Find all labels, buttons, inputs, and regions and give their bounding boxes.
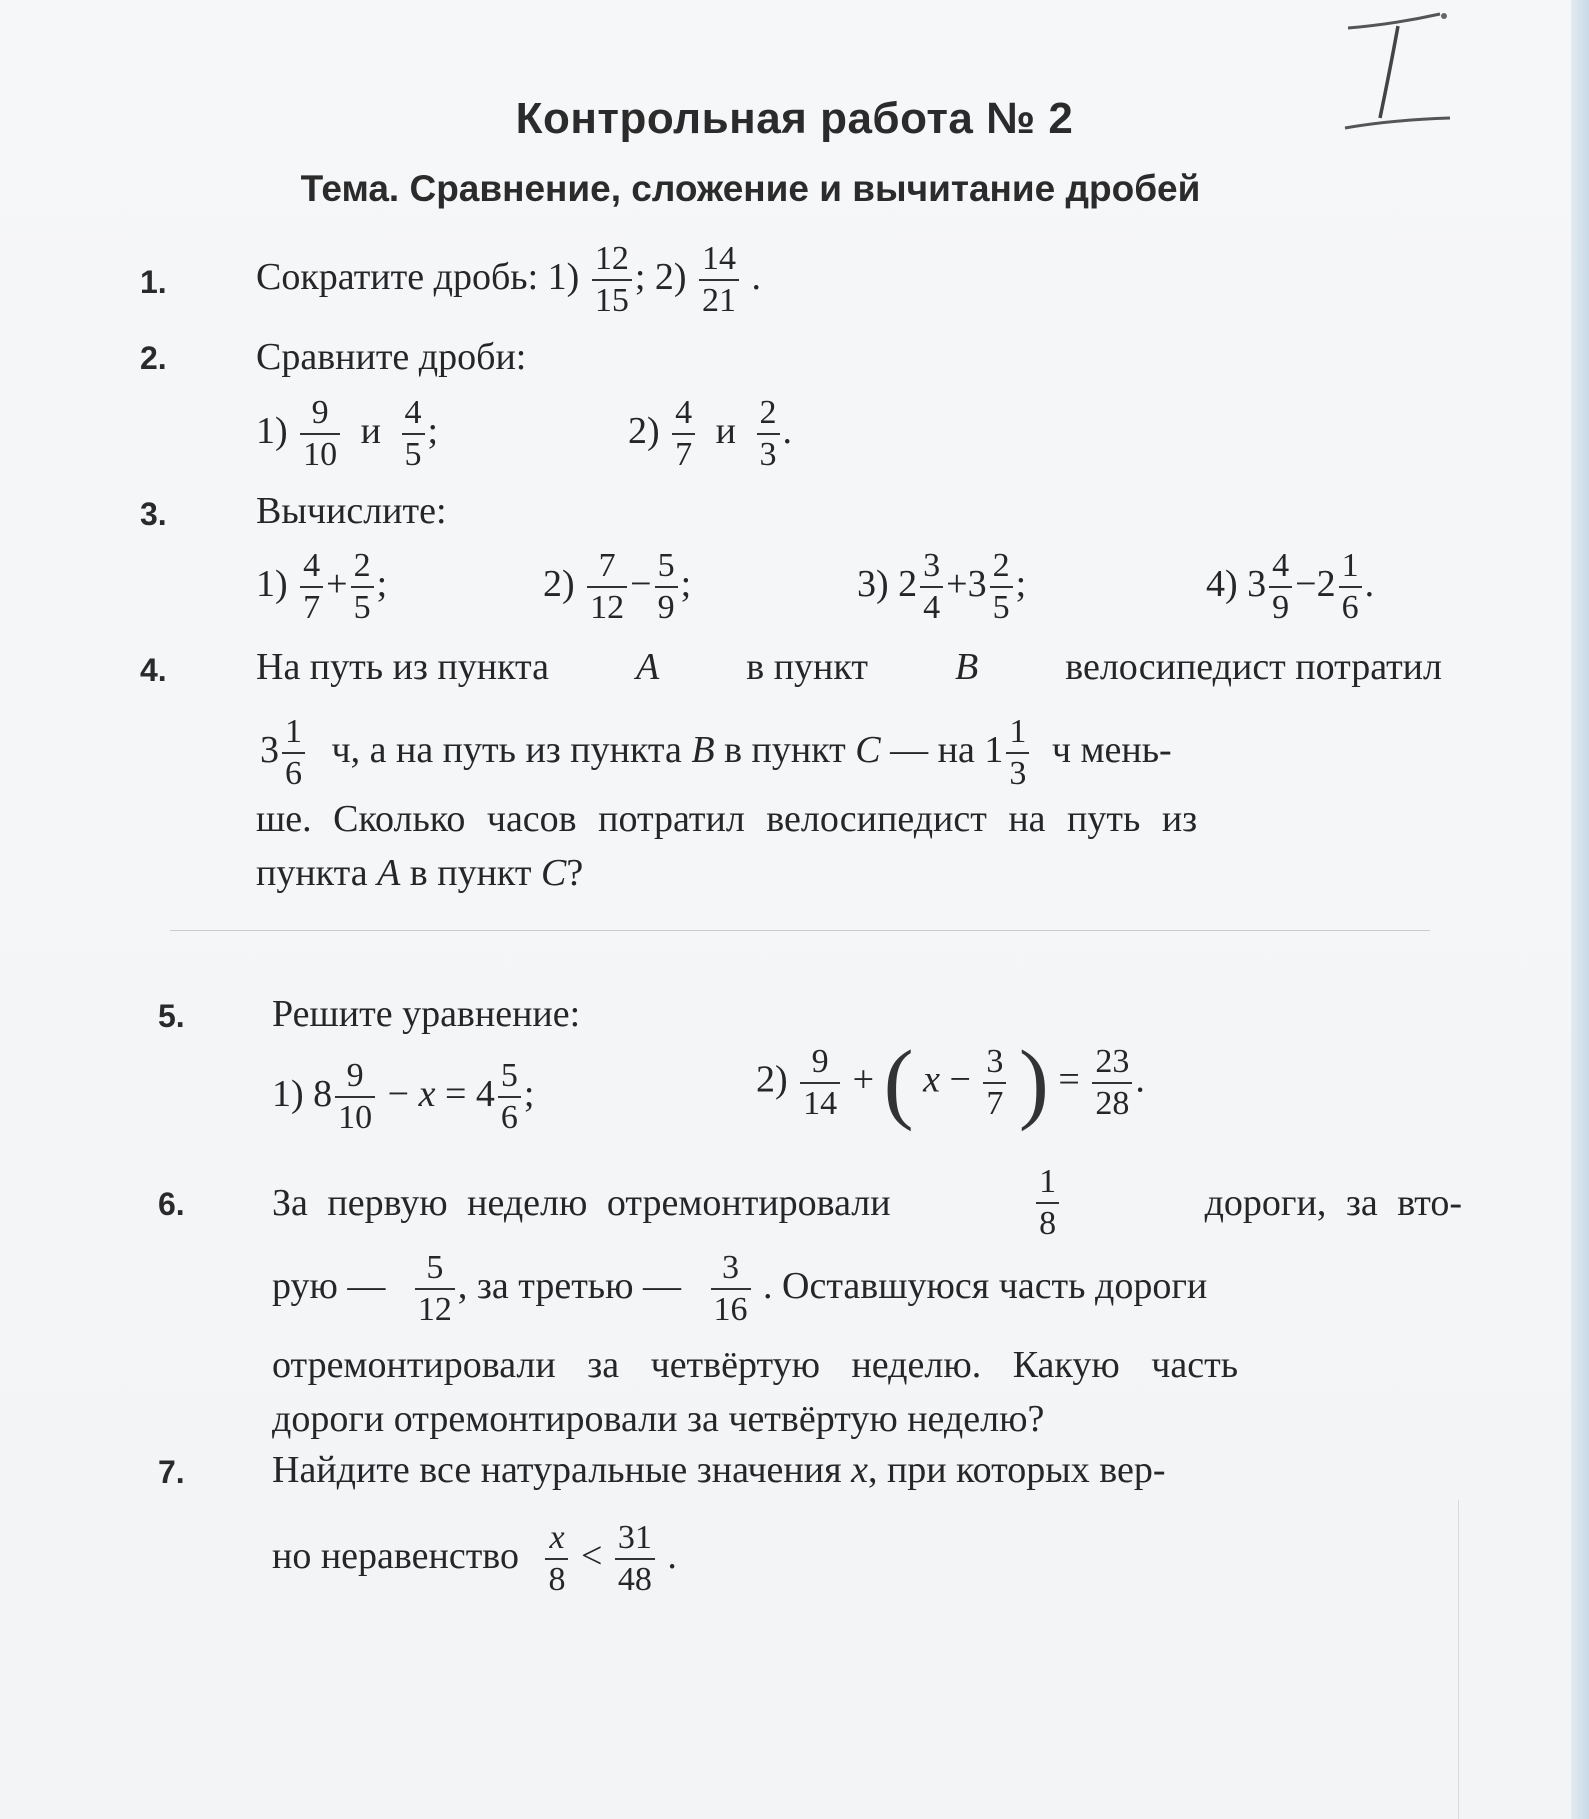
fraction: $\frac{9}{10}$ (335, 1056, 375, 1138)
fraction: $\frac{x}{8}$ (545, 1518, 568, 1600)
item-label: 1) (272, 1072, 304, 1115)
text-segment: ч мень- (1051, 728, 1172, 771)
variable: x (418, 1072, 436, 1115)
task-1 (256, 239, 761, 321)
fraction: $\frac{4}{5}$ (402, 393, 425, 475)
task-4-line-1 (256, 648, 1442, 686)
task-number-1: 1. (140, 264, 167, 300)
item-label: 1) (256, 562, 288, 605)
fraction: $\frac{7}{12}$ (587, 546, 627, 628)
fraction: $\frac{4}{9}$ (1269, 546, 1292, 628)
operator: + (326, 562, 348, 605)
task-6-line-3 (272, 1346, 1462, 1384)
fraction: $\frac{1}{3}$ (1006, 712, 1029, 794)
section-divider (170, 930, 1430, 931)
text-segment: велосипедист потратил (1065, 646, 1442, 688)
operator: + (946, 562, 968, 605)
page-subtitle: Тема. Сравнение, сложение и вычитание дробей (300, 168, 1201, 209)
text-segment: пункта (256, 852, 368, 894)
task-number-3: 3. (140, 496, 167, 532)
text-segment: в пункт (746, 646, 868, 688)
punctuation: . (1364, 562, 1375, 605)
text-segment: , за третью — (457, 1264, 682, 1307)
fraction: $\frac{2}{5}$ (351, 546, 374, 628)
fraction: $\frac{4}{7}$ (300, 546, 323, 628)
task-2-item-2 (628, 393, 792, 475)
punctuation: ; (680, 562, 692, 605)
variable: x (923, 1058, 940, 1101)
point-label: B (691, 728, 715, 771)
task-2-item-1 (256, 393, 438, 475)
punctuation: ; (376, 562, 388, 605)
whole-part: 2 (1316, 562, 1336, 605)
punctuation: ; (427, 409, 439, 452)
text-segment: Найдите все натуральные значения (272, 1449, 842, 1491)
fraction: $\frac{1}{8}$ (1036, 1162, 1059, 1244)
task-4-line-4 (256, 854, 583, 892)
fraction: $\frac{5}{12}$ (415, 1248, 455, 1330)
fraction: $\frac{23}{28}$ (1092, 1042, 1132, 1124)
whole-part: 4 (475, 1072, 495, 1115)
conjunction: и (715, 409, 736, 452)
task-5-text: Решите уравнение: (272, 993, 581, 1035)
fraction: $\frac{2}{3}$ (757, 393, 780, 475)
punctuation: . (751, 255, 762, 298)
text-segment: За первую неделю отремонтировали (272, 1182, 891, 1225)
task-1-text: Сократите дробь: 1) (256, 255, 580, 298)
task-6-line-1 (272, 1162, 1462, 1244)
whole-part: 3 (260, 728, 279, 771)
operator: − (387, 1072, 410, 1115)
right-paren: ) (1018, 1033, 1049, 1132)
task-3-expr-3 (857, 546, 1026, 628)
page-title: Контрольная работа № 2 (515, 94, 1074, 143)
text-segment: дороги, за вто- (1204, 1182, 1462, 1225)
operator: − (1295, 562, 1317, 605)
text-segment: рую — (272, 1264, 386, 1307)
punctuation: ; (523, 1072, 535, 1115)
text-segment: ше. Сколько часов потратил велосипедист на путь из (256, 798, 1198, 840)
less-than-sign: < (580, 1534, 603, 1577)
task-7-line-2 (272, 1518, 677, 1600)
task-3-text: Вычислите: (256, 490, 447, 532)
point-label: B (955, 646, 979, 688)
task-7-line-1 (272, 1451, 1166, 1489)
whole-part: 3 (1247, 562, 1267, 605)
fraction: $\frac{4}{7}$ (672, 393, 695, 475)
punctuation: . (1135, 1058, 1145, 1101)
equals-sign: = (444, 1072, 467, 1115)
task-3-expr-2 (543, 546, 691, 628)
point-label: C (540, 852, 567, 894)
fraction: $\frac{5}{9}$ (655, 546, 678, 628)
task-number-7: 7. (158, 1454, 185, 1490)
text-segment: ч, а на путь из пункта (331, 728, 682, 771)
task-number-4: 4. (140, 652, 167, 688)
punctuation: . (667, 1534, 677, 1577)
text-segment: но неравенство (272, 1534, 519, 1577)
fraction: $\frac{2}{5}$ (990, 546, 1013, 628)
punctuation: ? (566, 852, 584, 894)
item-label: 4) (1206, 562, 1238, 605)
point-label: A (377, 852, 401, 894)
page-edge-shade (1571, 0, 1589, 1819)
fraction: $\frac{1}{6}$ (1339, 546, 1362, 628)
fraction: $\frac{5}{6}$ (498, 1056, 521, 1138)
task-3-expr-4 (1206, 546, 1374, 628)
left-paren: ( (883, 1033, 914, 1132)
item-label: 1) (256, 409, 288, 452)
text-segment: , при которых вер- (867, 1449, 1166, 1491)
text-segment: — на (890, 728, 975, 771)
variable: x (851, 1449, 868, 1491)
item-label: 2) (756, 1058, 788, 1101)
point-label: A (636, 646, 660, 688)
text-segment: На путь из пункта (256, 646, 549, 688)
task-4-line-2 (260, 712, 1172, 794)
task-number-2: 2. (140, 340, 167, 376)
text-segment: отремонтировали за четвёртую неделю. Какую часть (272, 1344, 1239, 1386)
item-label: 2) (543, 562, 575, 605)
item-label: 2) (628, 409, 660, 452)
fraction: $\frac{1}{6}$ (282, 712, 305, 794)
task-4-line-3 (256, 800, 1442, 838)
operator: + (852, 1058, 875, 1101)
whole-part: 1 (984, 728, 1004, 771)
fraction: $\frac{9}{14}$ (800, 1042, 840, 1124)
punctuation: . (782, 409, 792, 452)
fraction: $\frac{3}{7}$ (983, 1042, 1006, 1124)
task-2-text: Сравните дроби: (256, 336, 527, 378)
task-5-eq-1 (272, 1056, 534, 1138)
task-3-expr-1 (256, 546, 387, 628)
equals-sign: = (1058, 1058, 1080, 1101)
fold-line (1458, 1500, 1459, 1819)
fraction: $\frac{9}{10}$ (300, 393, 340, 475)
fraction: $\frac{3}{4}$ (920, 546, 943, 628)
fraction: $\frac{14}{21}$ (699, 239, 739, 321)
whole-part: 3 (967, 562, 987, 605)
fraction: $\frac{12}{15}$ (592, 239, 632, 321)
fraction: $\frac{3}{16}$ (711, 1248, 751, 1330)
item-label: 3) (857, 562, 889, 605)
task-1-sep: ; 2) (634, 255, 687, 298)
conjunction: и (360, 409, 381, 452)
text-segment: . Оставшуюся часть дороги (763, 1264, 1208, 1307)
fraction: $\frac{31}{48}$ (615, 1518, 655, 1600)
whole-part: 2 (898, 562, 918, 605)
text-segment: в пункт (409, 852, 532, 894)
operator: − (949, 1058, 971, 1101)
punctuation: ; (1015, 562, 1027, 605)
text-segment: в пункт (724, 728, 846, 771)
task-6-line-4: дороги отремонтировали за четвёртую неделю? (272, 1398, 1045, 1440)
operator: − (630, 562, 652, 605)
task-number-6: 6. (158, 1186, 185, 1222)
whole-part: 8 (313, 1072, 333, 1115)
task-6-line-2 (272, 1248, 1207, 1330)
point-label: C (855, 728, 881, 771)
task-number-5: 5. (158, 998, 185, 1034)
task-5-eq-2 (756, 1033, 1145, 1132)
